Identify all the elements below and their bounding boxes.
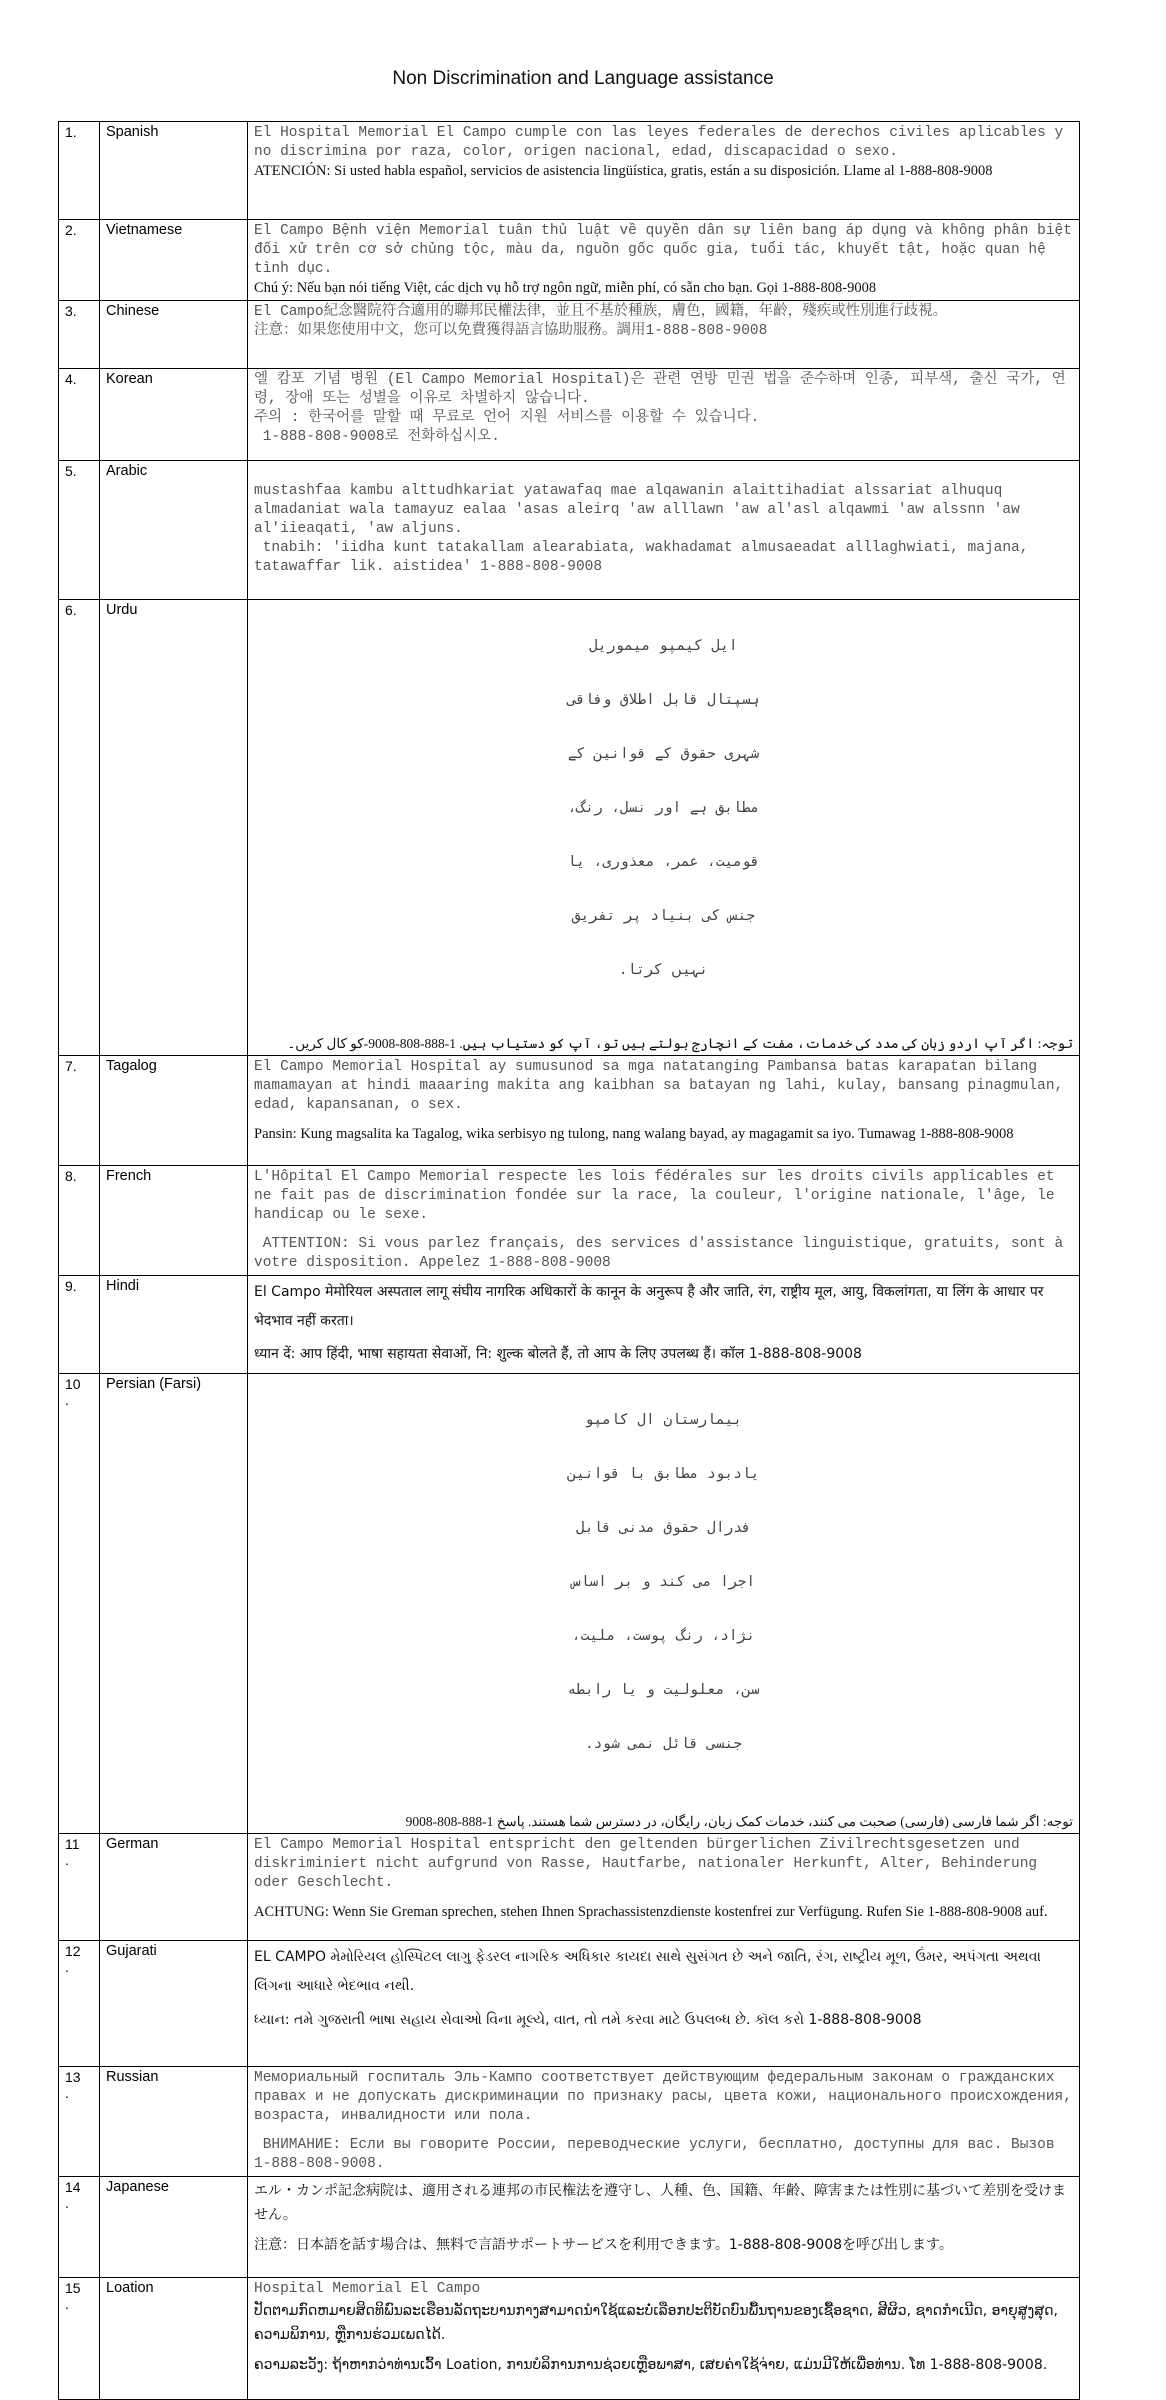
row-number: 12 . — [59, 1941, 100, 2067]
table-row — [59, 1276, 1080, 1374]
nondiscrimination-notice: mustashfaa kambu alttudhkariat yatawafaq mae alqawanin alaittihadiat alssariat alhuquq almadaniat wala tamayuz ealaa 'asas aleirq 'aw alllawn 'aw al'asl alqawmi 'aw alssnn 'aw al'iieaqati, 'aw aljuns. — [254, 483, 1029, 537]
nondiscrimination-notice: 엘 캄포 기념 병원 (El Campo Memorial Hospital)은 관련 연방 민권 법을 준수하며 인종, 피부색, 출신 국가, 연령, 장애 또는 성별을 이유로 차별하지 않습니다. — [254, 372, 1066, 407]
notice-line: اجرا می کند و بر اساس — [571, 1575, 756, 1591]
assistance-notice: Pansin: Kung magsalita ka Tagalog, wika serbisyo ng tulong, nang walang bayad, ay magagamit sa iyo. Tumawag 1-888-808-9008 — [254, 1126, 1014, 1142]
assistance-notice: 注意：如果您使用中文，您可以免費獲得語言協助服務。調用1-888-808-9008 — [254, 323, 768, 339]
assistance-notice: ध्यान दें: आप हिंदी, भाषा सहायता सेवाओं, नि: शुल्क बोलते हैं, तो आप के लिए उपलब्ध हैं। कॉल 1-888-808-9008 — [254, 1346, 862, 1362]
hospital-name: Hospital Memorial El Campo — [254, 2281, 481, 2297]
language-name: French — [100, 1166, 248, 1276]
notice-line: نہیں کرتا. — [618, 963, 709, 979]
row-number: 11 . — [59, 1834, 100, 1941]
notice-line: نژاد، رنگ پوست، ملیت، — [571, 1629, 756, 1645]
assistance-notice: ВНИМАНИЕ: Если вы говорите России, переводческие услуги, бесплатно, доступны для вас. Вызов 1-888-808-9008. — [254, 2137, 1064, 2172]
language-name: Persian (Farsi) — [100, 1374, 248, 1834]
notice-cell — [248, 1941, 1080, 2067]
table-row — [59, 122, 1080, 220]
notice-line: جنسی قائل نمی شود. — [584, 1737, 743, 1753]
row-number: 6. — [59, 600, 100, 1056]
assistance-notice: ຄວາມລະວັງ: ຖ້າຫາກວ່າທ່ານເວົ້າ Loation, ການບໍລິການການຊ່ວຍເຫຼືອພາສາ, ເສຍຄ່າໃຊ້ຈ່າຍ, ແມ່ນມີໃຫ້ເພື່ອທ່ານ. ໂທ 1-888-808-9008. — [254, 2357, 1048, 2373]
nondiscrimination-notice: EL CAMPO મેમોરિયલ હોસ્પિટલ લાગુ ફેડરલ નાગરિક અધિકાર કાયદા સાથે સુસંગત છે અને જાતિ, રંગ, રાષ્ટ્રીય મૂળ, ઉંમર, અપંગતા અથવા લિંગના આધારે ભેદભાવ નથી. — [254, 1949, 1041, 1994]
language-name: Japanese — [100, 2177, 248, 2278]
nondiscrimination-notice: El Campo紀念醫院符合適用的聯邦民權法律，並且不基於種族，膚色，國籍，年齡，殘疾或性別進行歧視。 — [254, 304, 948, 320]
row-number: 2. — [59, 220, 100, 301]
nondiscrimination-notice: El Campo मेमोरियल अस्पताल लागू संघीय नागरिक अधिकारों के कानून के अनुरूप है और जाति, रंग, राष्ट्रीय मूल, आयु, विकलांगता, या लिंग के आधार पर भेदभाव नहीं करता। — [254, 1284, 1044, 1329]
table-row — [59, 2278, 1080, 2400]
language-name: Vietnamese — [100, 220, 248, 301]
row-number: 9. — [59, 1276, 100, 1374]
table-row — [59, 1166, 1080, 1276]
language-name: Korean — [100, 369, 248, 461]
row-number: 14 . — [59, 2177, 100, 2278]
table-row — [59, 2067, 1080, 2177]
notice-cell — [248, 2278, 1080, 2400]
language-name: Spanish — [100, 122, 248, 220]
notice-line: سن، معلولیت و یا رابطه — [567, 1683, 760, 1699]
notice-cell — [248, 2067, 1080, 2177]
table-row — [59, 2177, 1080, 2278]
notice-line: شہری حقوق کے قوانین کے — [567, 747, 760, 763]
table-row — [59, 1834, 1080, 1941]
notice-cell — [248, 122, 1080, 220]
notice-line: ایل کیمپو میموریل — [589, 639, 738, 655]
table-row — [59, 600, 1080, 1056]
nondiscrimination-notice: El Hospital Memorial El Campo cumple con las leyes federales de derechos civiles aplicables y no discrimina por raza, color, origen nacional, edad, discapacidad o sexo. — [254, 125, 1072, 160]
assistance-phone: 1-888-808-9008로 전화하십시오. — [254, 429, 500, 445]
language-name: Hindi — [100, 1276, 248, 1374]
notice-cell — [248, 2177, 1080, 2278]
notice-line: یادبود مطابق با قوانین — [567, 1467, 760, 1483]
row-number: 15 . — [59, 2278, 100, 2400]
nondiscrimination-notice: L'Hôpital El Campo Memorial respecte les lois fédérales sur les droits civils applicables et ne fait pas de discrimination fondée sur la race, la couleur, l'origine nationale, l'âge, le handicap ou le sexe. — [254, 1169, 1064, 1223]
notice-cell — [248, 369, 1080, 461]
assistance-notice: 注意：日本語を話す場合は、無料で言語サポートサービスを利用できます。1-888-808-9008を呼び出します。 — [254, 2237, 953, 2253]
notice-cell — [248, 220, 1080, 301]
row-number: 3. — [59, 301, 100, 369]
nondiscrimination-notice: ປັດຕາມກົດຫມາຍສິດທິພົນລະເຮືອນລັດຖະບານກາງສາມາດນໍາໃຊ້ແລະບໍ່ເລືອກປະຕິບັດບົນພື້ນຖານຂອງເຊື້ອຊາດ, ສີຜິວ, ຊາດກໍາເນີດ, ອາຍຸສູງສຸດ, ຄວາມພິການ, ຫຼືການຮ່ວມເພດໄດ້. — [254, 2303, 1058, 2343]
table-row — [59, 220, 1080, 301]
nondiscrimination-notice — [254, 602, 1073, 1016]
row-number: 5. — [59, 461, 100, 600]
notice-cell — [248, 461, 1080, 600]
assistance-notice: ધ્યાન: તમે ગુજરાતી ભાષા સહાય સેવાઓ વિના મૂલ્યે, વાત, તો તમે કરવા માટે ઉપલબ્ધ છે. કૉલ કરો 1-888-808-9008 — [254, 2012, 922, 2028]
page-title: Non Discrimination and Language assistance — [392, 68, 774, 89]
table-row — [59, 461, 1080, 600]
notice-cell — [248, 1056, 1080, 1166]
notice-cell — [248, 1166, 1080, 1276]
nondiscrimination-notice: El Campo Bệnh viện Memorial tuân thủ luật về quyền dân sự liên bang áp dụng và không phân biệt đối xử trên cơ sở chủng tộc, màu da, nguồn gốc quốc gia, tuổi tác, khuyết tật, hoặc quan hệ tình dục. — [254, 223, 1081, 277]
notice-line: فدرال حقوق مدنی قابل — [576, 1521, 751, 1537]
notice-cell — [248, 301, 1080, 369]
notice-line: قومیت، عمر، معذوری، یا — [567, 855, 760, 871]
row-number: 13 . — [59, 2067, 100, 2177]
notice-cell — [248, 1276, 1080, 1374]
language-name: Arabic — [100, 461, 248, 600]
language-name: Urdu — [100, 600, 248, 1056]
row-number: 1. — [59, 122, 100, 220]
notice-cell — [248, 1834, 1080, 1941]
assistance-notice: ACHTUNG: Wenn Sie Greman sprechen, stehen Ihnen Sprachassistenzdienste kostenfrei zur Verfügung. Rufen Sie 1-888-808-9008 auf. — [254, 1904, 1048, 1920]
row-number: 7. — [59, 1056, 100, 1166]
assistance-notice: ATTENTION: Si vous parlez français, des services d'assistance linguistique, gratuits, sont à votre disposition. Appelez 1-888-808-9008 — [254, 1236, 1072, 1271]
language-name: Loation — [100, 2278, 248, 2400]
nondiscrimination-notice: Мемориальный госпиталь Эль-Кампо соответствует действующим федеральным законам о гражданских правах и не допускать дискриминации по признаку расы, цвета кожи, национального происхождения, возраста, инвалидности или пола. — [254, 2070, 1081, 2124]
nondiscrimination-notice: エル・カンポ記念病院は、適用される連邦の市民権法を遵守し、人種、色、国籍、年齢、障害または性別に基づいて差別を受けません。 — [254, 2183, 1066, 2223]
notice-line: جنس کی بنیاد پر تفریق — [571, 909, 756, 925]
language-assistance-table — [58, 121, 1080, 2400]
assistance-notice: توجہ: اگر آپ اردو زبان کی مدد کی خدمات، مفت کے انچارج بولتے ہیں تو، آپ کو دستیاب ہیں. 1-888-808-9008-کو کال کریں۔ — [287, 1036, 1073, 1051]
assistance-notice: tnabih: 'iidha kunt tatakallam alearabiata, wakhadamat almusaeadat alllaghwiati, majana, tatawaffar lik. aistidea' 1-888-808-9008 — [254, 540, 1038, 575]
table-row — [59, 369, 1080, 461]
nondiscrimination-notice: El Campo Memorial Hospital ay sumusunod sa mga natatanging Pambansa batas karapatan bilang mamamayan at hindi maaaring makita ang kaibhan sa batayan ng lahi, kulay, bansang pinagmulan, edad, kapansanan, o sex. — [254, 1059, 1072, 1113]
language-name: Gujarati — [100, 1941, 248, 2067]
notice-line: بیمارستان ال کامپو — [584, 1413, 743, 1429]
notice-line: ہسپتال قابل اطلاق وفاقی — [567, 693, 760, 709]
nondiscrimination-notice: El Campo Memorial Hospital entspricht den geltenden bürgerlichen Zivilrechtsgesetzen und diskriminiert nicht aufgrund von Rasse, Hautfarbe, nationaler Herkunft, Alter, Behinderung oder Geschlecht. — [254, 1837, 1046, 1891]
table-row — [59, 1056, 1080, 1166]
language-name: Chinese — [100, 301, 248, 369]
table-row — [59, 1374, 1080, 1834]
assistance-notice: 주의 : 한국어를 말할 때 무료로 언어 지원 서비스를 이용할 수 있습니다. — [254, 410, 760, 426]
language-name: Russian — [100, 2067, 248, 2177]
notice-cell — [248, 600, 1080, 1056]
table-row — [59, 1941, 1080, 2067]
language-name: Tagalog — [100, 1056, 248, 1166]
assistance-notice: ATENCIÓN: Si usted habla español, servicios de asistencia lingüística, gratis, están a su disposición. Llame al 1-888-808-9008 — [254, 163, 993, 179]
notice-cell — [248, 1374, 1080, 1834]
language-name: German — [100, 1834, 248, 1941]
table-row — [59, 301, 1080, 369]
nondiscrimination-notice — [254, 1376, 1073, 1790]
notice-line: مطابق ہے اور نسل، رنگ، — [567, 801, 760, 817]
row-number: 10 . — [59, 1374, 100, 1834]
row-number: 4. — [59, 369, 100, 461]
assistance-notice: توجه: اگر شما فارسی (فارسی) صحبت می کنند، خدمات کمک زبان، رایگان، در دسترس شما هستند. پاسخ 1-888-808-9008 — [405, 1814, 1073, 1829]
row-number: 8. — [59, 1166, 100, 1276]
assistance-notice: Chú ý: Nếu bạn nói tiếng Việt, các dịch vụ hỗ trợ ngôn ngữ, miễn phí, có sẵn cho bạn. Gọi 1-888-808-9008 — [254, 280, 877, 296]
